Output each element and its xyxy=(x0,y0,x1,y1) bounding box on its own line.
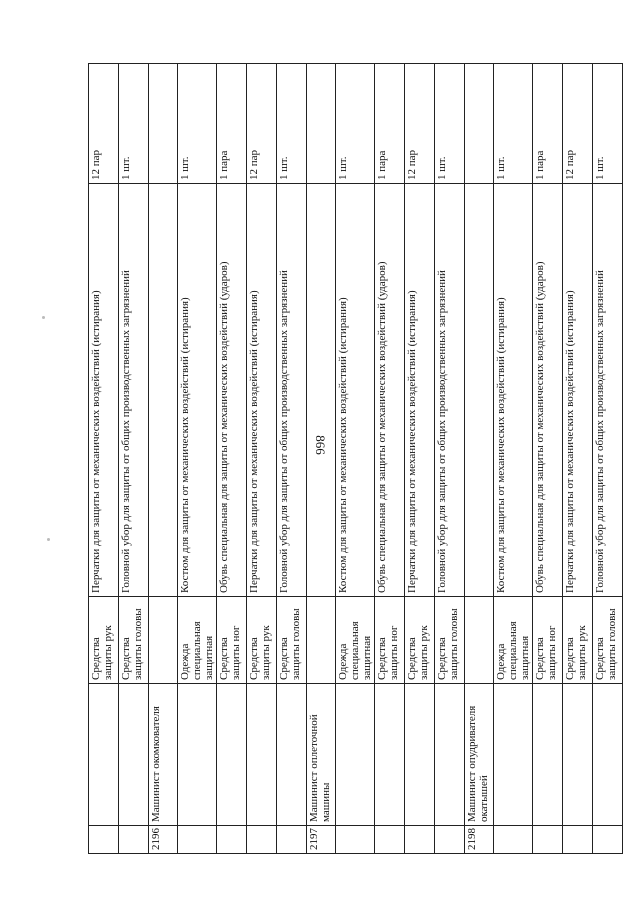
ppe-item-cell xyxy=(307,184,336,597)
table-row xyxy=(336,64,375,854)
row-number-cell xyxy=(494,826,533,854)
ppe-category-cell xyxy=(465,597,494,684)
issue-quantity-cell: 1 шт. xyxy=(593,64,623,184)
ppe-category-cell: Одежда специальная защитная xyxy=(494,597,533,684)
table-row xyxy=(89,64,119,854)
issue-quantity-cell xyxy=(307,64,336,184)
ppe-item-cell: Головной убор для защиты от общих производственных загрязнений xyxy=(119,184,149,597)
scan-speck xyxy=(42,316,45,319)
table-row xyxy=(435,64,465,854)
ppe-norms-table xyxy=(88,63,623,854)
row-number-cell xyxy=(89,826,119,854)
ppe-category-cell: Одежда специальная защитная xyxy=(336,597,375,684)
ppe-category-cell: Средства защиты головы xyxy=(119,597,149,684)
job-title-cell xyxy=(89,684,119,826)
row-number-cell xyxy=(593,826,623,854)
job-title-cell xyxy=(435,684,465,826)
ppe-category-cell: Средства защиты рук xyxy=(89,597,119,684)
issue-quantity-cell: 1 пара xyxy=(375,64,405,184)
issue-quantity-cell: 1 пара xyxy=(533,64,563,184)
row-number-cell: 2196 xyxy=(149,826,178,854)
ppe-category-cell: Средства защиты рук xyxy=(405,597,435,684)
row-number-cell xyxy=(405,826,435,854)
issue-quantity-cell: 1 шт. xyxy=(277,64,307,184)
job-title-cell xyxy=(178,684,217,826)
row-number-cell xyxy=(178,826,217,854)
job-title-cell: Машинист опудривателя окатышей xyxy=(465,684,494,826)
table-row xyxy=(375,64,405,854)
ppe-item-cell: Перчатки для защиты от механических воздействий (истирания) xyxy=(563,184,593,597)
job-title-cell: Машинист окомкователя xyxy=(149,684,178,826)
table-row xyxy=(119,64,149,854)
job-title-cell xyxy=(494,684,533,826)
ppe-item-cell xyxy=(465,184,494,597)
ppe-item-cell: Обувь специальная для защиты от механических воздействий (ударов) xyxy=(375,184,405,597)
rotated-table-container xyxy=(88,64,618,854)
ppe-item-cell: Перчатки для защиты от механических воздействий (истирания) xyxy=(89,184,119,597)
ppe-item-cell: Перчатки для защиты от механических воздействий (истирания) xyxy=(405,184,435,597)
row-number-cell xyxy=(435,826,465,854)
row-number-cell xyxy=(336,826,375,854)
table-row xyxy=(405,64,435,854)
ppe-category-cell: Средства защиты рук xyxy=(563,597,593,684)
row-number-cell xyxy=(247,826,277,854)
issue-quantity-cell: 12 пар xyxy=(405,64,435,184)
ppe-item-cell: Костюм для защиты от механических воздействий (истирания) xyxy=(178,184,217,597)
ppe-item-cell: Головной убор для защиты от общих производственных загрязнений xyxy=(435,184,465,597)
issue-quantity-cell xyxy=(465,64,494,184)
job-title-cell xyxy=(277,684,307,826)
ppe-item-cell: Перчатки для защиты от механических воздействий (истирания) xyxy=(247,184,277,597)
issue-quantity-cell: 1 шт. xyxy=(119,64,149,184)
table-row xyxy=(533,64,563,854)
issue-quantity-cell: 12 пар xyxy=(89,64,119,184)
job-title-cell xyxy=(336,684,375,826)
job-title-cell xyxy=(119,684,149,826)
job-title-cell: Машинист оплеточной машины xyxy=(307,684,336,826)
job-title-cell xyxy=(375,684,405,826)
table-row xyxy=(277,64,307,854)
issue-quantity-cell: 1 шт. xyxy=(494,64,533,184)
table-row xyxy=(593,64,623,854)
ppe-category-cell: Средства защиты ног xyxy=(217,597,247,684)
job-title-cell xyxy=(405,684,435,826)
row-number-cell xyxy=(119,826,149,854)
ppe-item-cell: Обувь специальная для защиты от механических воздействий (ударов) xyxy=(217,184,247,597)
page-number: 866 xyxy=(313,435,328,455)
row-number-cell: 2198 xyxy=(465,826,494,854)
row-number-cell: 2197 xyxy=(307,826,336,854)
issue-quantity-cell: 12 пар xyxy=(563,64,593,184)
table-row xyxy=(217,64,247,854)
table-row xyxy=(178,64,217,854)
job-title-cell xyxy=(533,684,563,826)
ppe-item-cell: Головной убор для защиты от общих производственных загрязнений xyxy=(593,184,623,597)
job-title-cell xyxy=(217,684,247,826)
table-row xyxy=(563,64,593,854)
row-number-cell xyxy=(375,826,405,854)
ppe-item-cell xyxy=(149,184,178,597)
ppe-category-cell xyxy=(149,597,178,684)
table-row-profession xyxy=(149,64,178,854)
row-number-cell xyxy=(277,826,307,854)
ppe-item-cell: Обувь специальная для защиты от механических воздействий (ударов) xyxy=(533,184,563,597)
table-row xyxy=(247,64,277,854)
issue-quantity-cell xyxy=(149,64,178,184)
row-number-cell xyxy=(533,826,563,854)
scan-speck xyxy=(47,538,50,541)
issue-quantity-cell: 1 шт. xyxy=(336,64,375,184)
issue-quantity-cell: 1 шт. xyxy=(435,64,465,184)
ppe-category-cell: Средства защиты головы xyxy=(277,597,307,684)
table-row-profession xyxy=(465,64,494,854)
ppe-category-cell: Средства защиты головы xyxy=(435,597,465,684)
issue-quantity-cell: 1 пара xyxy=(217,64,247,184)
issue-quantity-cell: 12 пар xyxy=(247,64,277,184)
table-body xyxy=(89,64,623,854)
ppe-category-cell: Средства защиты ног xyxy=(533,597,563,684)
ppe-category-cell: Одежда специальная защитная xyxy=(178,597,217,684)
ppe-category-cell: Средства защиты ног xyxy=(375,597,405,684)
issue-quantity-cell: 1 шт. xyxy=(178,64,217,184)
job-title-cell xyxy=(593,684,623,826)
table-row xyxy=(494,64,533,854)
ppe-category-cell: Средства защиты головы xyxy=(593,597,623,684)
row-number-cell xyxy=(563,826,593,854)
ppe-item-cell: Костюм для защиты от механических воздействий (истирания) xyxy=(494,184,533,597)
job-title-cell xyxy=(247,684,277,826)
row-number-cell xyxy=(217,826,247,854)
ppe-category-cell xyxy=(307,597,336,684)
job-title-cell xyxy=(563,684,593,826)
table-row-profession xyxy=(307,64,336,854)
ppe-item-cell: Костюм для защиты от механических воздействий (истирания) xyxy=(336,184,375,597)
ppe-category-cell: Средства защиты рук xyxy=(247,597,277,684)
table-viewport xyxy=(88,64,618,854)
ppe-item-cell: Головной убор для защиты от общих производственных загрязнений xyxy=(277,184,307,597)
